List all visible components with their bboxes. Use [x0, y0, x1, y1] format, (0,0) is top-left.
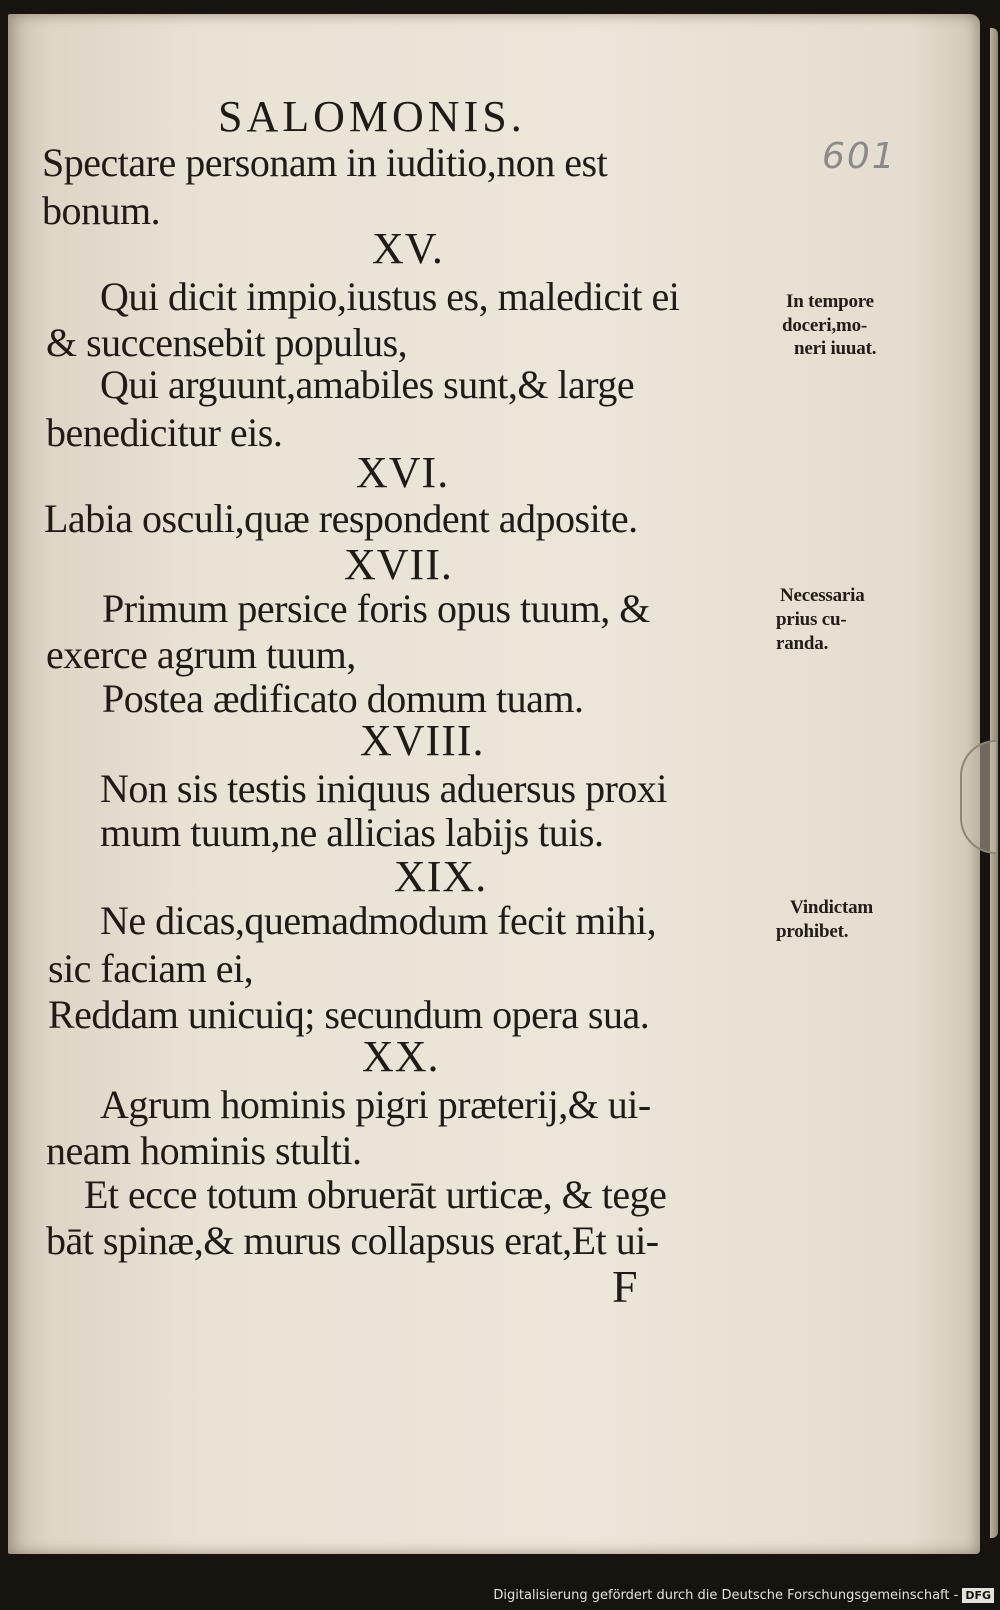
digitization-credit	[0, 1586, 1000, 1610]
text-line: Qui arguunt,amabiles sunt,& large	[100, 362, 635, 407]
margin-note-line: prius cu-	[776, 609, 847, 630]
text-line: mum tuum,ne allicias labijs tuis.	[100, 810, 604, 855]
section-numeral: XVI.	[356, 448, 450, 497]
text-line: bāt spinæ,& murus collapsus erat,Et ui-	[46, 1218, 659, 1263]
section-numeral: XVII.	[344, 540, 453, 589]
text-line: Postea ædificato domum tuam.	[102, 676, 584, 721]
signature-mark: F	[612, 1261, 638, 1312]
text-line: Agrum hominis pigri præterij,& ui-	[100, 1082, 651, 1127]
margin-note-line: In tempore	[786, 291, 874, 312]
margin-note-line: Necessaria	[780, 585, 865, 606]
text-line: Primum persice foris opus tuum, &	[102, 586, 650, 631]
text-line: Ne dicas,quemadmodum fecit mihi,	[100, 898, 657, 943]
text-line: exerce agrum tuum,	[46, 632, 356, 677]
text-line: Reddam unicuiq; secundum opera sua.	[48, 992, 650, 1037]
text-line: sic faciam ei,	[48, 946, 254, 991]
text-line: & succensebit populus,	[46, 320, 408, 365]
text-line: bonum.	[42, 188, 161, 233]
credit-text: Digitalisierung gefördert durch die Deutsche Forschungsgemeinschaft -	[493, 1588, 959, 1603]
text-line: Et ecce totum obruerāt urticæ, & tege	[84, 1172, 667, 1217]
running-header: SALOMONIS.	[218, 92, 526, 141]
section-numeral: XIX.	[394, 852, 488, 901]
margin-note-line: prohibet.	[776, 921, 849, 942]
text-line: benedicitur eis.	[46, 410, 283, 455]
section-numeral: XVIII.	[360, 716, 485, 765]
folio-number: 601	[822, 136, 897, 177]
margin-note-line: doceri,mo-	[782, 315, 868, 336]
text-line: Qui dicit impio,iustus es, maledicit ei	[100, 274, 680, 319]
dfg-logo: DFG	[962, 1588, 994, 1603]
section-numeral: XX.	[362, 1032, 440, 1081]
text-line: Spectare personam in iuditio,non est	[42, 140, 608, 185]
page-clip	[960, 740, 996, 854]
text-line: neam hominis stulti.	[46, 1128, 362, 1173]
text-line: Labia osculi,quæ respondent adposite.	[44, 496, 638, 541]
margin-note-line: randa.	[776, 633, 829, 654]
margin-note-line: neri iuuat.	[794, 338, 877, 359]
margin-note-line: Vindictam	[790, 897, 873, 918]
section-numeral: XV.	[372, 224, 444, 273]
text-line: Non sis testis iniquus aduersus proxi	[100, 766, 668, 811]
